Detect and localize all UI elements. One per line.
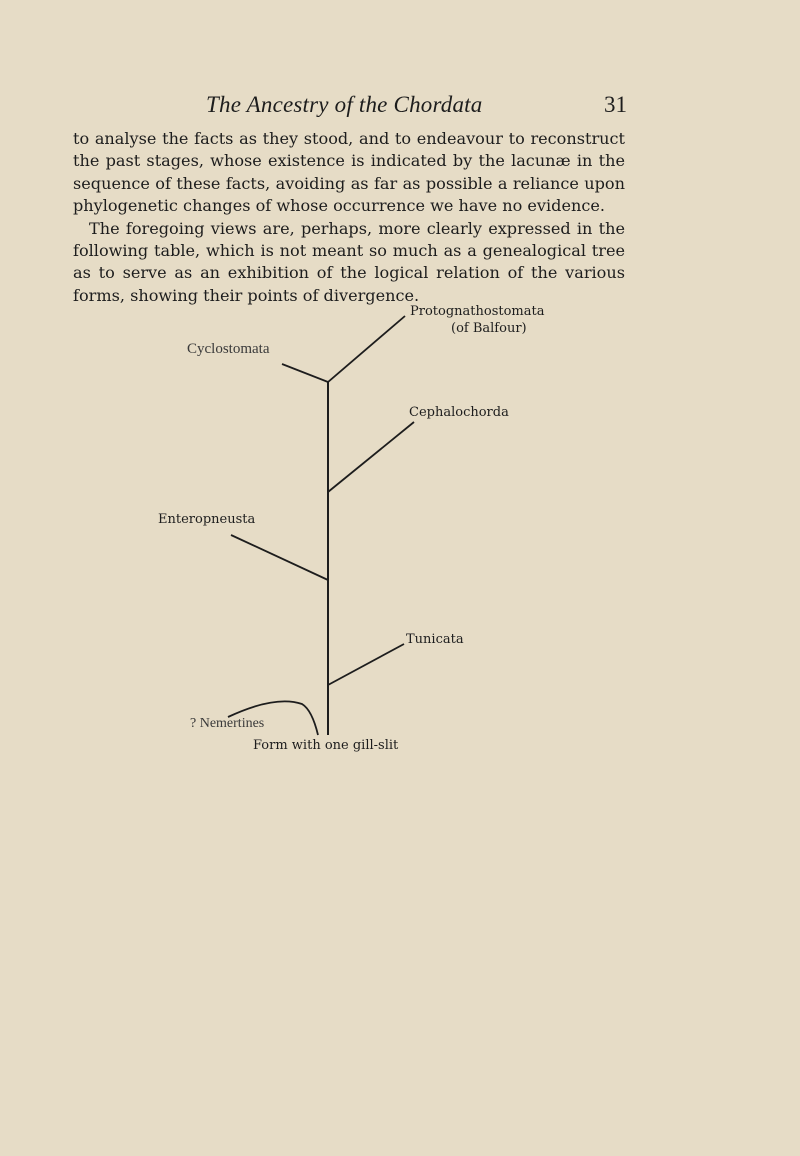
label-cephalochorda: Cephalochorda <box>409 405 509 420</box>
running-head-title: The Ancestry of the Chordata <box>206 92 483 117</box>
label-protognathostomata: Protognathostomata <box>410 304 545 319</box>
label-enteropneusta: Enteropneusta <box>158 512 256 527</box>
label-of-balfour: (of Balfour) <box>451 321 527 336</box>
page-number: 31 <box>604 92 627 117</box>
branch-cephalochorda <box>328 422 414 492</box>
branch-enteropneusta <box>231 535 328 580</box>
paragraph-foregoing-views: The foregoing views are, perhaps, more clearly expressed in the following table, which is not meant so much as a genealogical tree as to serve as an exhibition of the logical relation of the various forms, showing their points of divergence. <box>73 218 625 305</box>
paragraph-continuation: to analyse the facts as they stood, and to endeavour to reconstruct the past stages, whose existence is indicated by the lacunæ in the sequence of these facts, avoiding as far as possible a reliance upon phylogenetic changes of whose occurrence we have no evidence. <box>73 129 625 216</box>
branch-tunicata <box>328 644 404 685</box>
label-form-with-one-gill-slit: Form with one gill-slit <box>253 738 399 753</box>
label-cyclostomata: Cyclostomata <box>187 341 270 357</box>
branch-protognathostomata <box>328 316 405 382</box>
label-tunicata: Tunicata <box>406 632 464 647</box>
label-nemertines: ? Nemertines <box>190 716 265 731</box>
branch-cyclostomata <box>282 364 328 382</box>
